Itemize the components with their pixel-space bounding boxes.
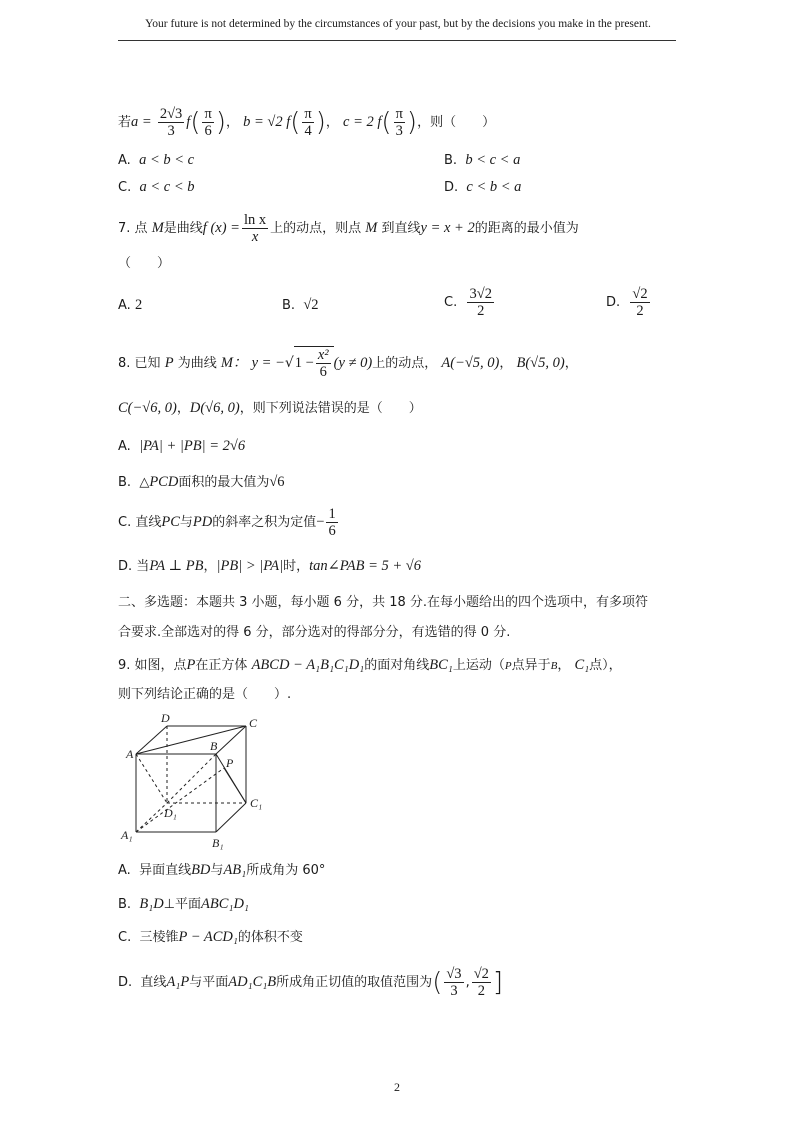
q7-option-b (282, 295, 319, 316)
q6-f1: f (186, 114, 191, 130)
label-D1: D₁ (164, 806, 177, 820)
q7-mid2: 上的动点，则点 (270, 221, 362, 236)
pi: π (204, 106, 212, 122)
option-label: D. (606, 295, 621, 310)
q6-a: a = (131, 114, 152, 130)
q7-suffix: 的距离的最小值为 (474, 221, 579, 236)
q7-den: x (251, 229, 259, 245)
q9-diag: BC₁ (429, 657, 453, 673)
q9-mid4: 点异于 (511, 658, 551, 673)
option-math-1: A₁P (166, 974, 190, 990)
option-math-2: AD₁C₁B (228, 974, 277, 990)
option-math-2: AB₁ (223, 862, 247, 878)
option-math-1: PA ⊥ PB (149, 558, 204, 574)
option-mid: 与平面 (189, 975, 229, 990)
q6-a-num: 2√3 (159, 106, 183, 122)
q6-option-d (444, 177, 521, 198)
q8-mid2: 上的动点， (372, 355, 438, 371)
option-math: PCD (149, 474, 179, 490)
option-label: A. (118, 298, 131, 313)
option-label: A. (118, 439, 131, 454)
option-text: 的斜率之积为定值 (212, 515, 317, 530)
option-text: 所成角正切值的取值范围为 (276, 975, 433, 990)
label-A1: A₁ (121, 828, 133, 842)
q9-statement: 9. 如图，点P在正方体 ABCD − A₁B₁C₁D₁的面对角线BC₁上运动（P点异于B， C₁点）， (118, 657, 622, 673)
option-mid: 与 (179, 515, 193, 530)
q6-pi4 (302, 106, 313, 139)
option-text: 的体积不变 (237, 930, 303, 945)
frac-num: 1 (328, 506, 336, 522)
option-text: √2 (303, 297, 319, 313)
q9-Bp: B (550, 660, 558, 672)
q9-option-b (118, 894, 249, 915)
q9-option-c (118, 927, 303, 948)
option-label: A. (118, 153, 131, 168)
q8-point-b: B(√5, 0) (516, 354, 565, 371)
option-text: 面积的最大值为 (178, 475, 270, 490)
q6-option-c (118, 177, 195, 198)
q6-pi6 (202, 106, 213, 139)
q7-option-c (444, 286, 496, 319)
q8-c-fraction (326, 506, 337, 539)
q7-statement (118, 212, 579, 245)
q9-option-d: D. 直线A₁P与平面AD₁C₁B所成角正切值的取值范围为( $\frac{√3}{3}$ , $\frac{√2}{2}$ ] (118, 966, 504, 999)
q8-option-b (118, 472, 285, 493)
option-math-1: PC (161, 514, 180, 530)
q8-radicand (294, 346, 334, 380)
q6-a-fraction (158, 106, 184, 139)
option-label: D. (118, 559, 133, 574)
label-A: A (126, 747, 134, 761)
q8-option-d (118, 556, 421, 577)
edge-B1C1 (216, 803, 246, 832)
option-text: 所成角为 60° (246, 863, 326, 878)
option-label: B. (282, 298, 296, 313)
option-pre: 当 (136, 559, 150, 574)
option-label: D. (118, 975, 133, 990)
q9-d-frac-2 (472, 966, 491, 999)
q8-statement: 8. 已知 P 为曲线 M： y = −√1 − $\frac{\text{x²}}{6}$ (y ≠ 0)上的动点， A(−√5, 0)， B(√5, 0)， (118, 347, 578, 380)
q8-P: P (164, 354, 174, 371)
option-math-2: PD (192, 514, 213, 530)
q6-option-a (118, 150, 194, 171)
frac-den: 6 (328, 523, 336, 539)
q8-mid1: 为曲线 (177, 355, 217, 371)
q9-mid3: 上运动（ (452, 658, 505, 673)
frac-den: 6 (319, 364, 327, 380)
option-label: C. (118, 515, 132, 530)
option-text: 2 (134, 297, 143, 313)
q6-b: b = √2 f (243, 114, 291, 130)
q7-fraction (242, 212, 268, 245)
q8-point-a: A(−√5, 0) (441, 354, 500, 371)
frac-den: 3 (450, 983, 458, 999)
option-text: c < b < a (466, 179, 522, 195)
option-text: a < c < b (139, 179, 195, 195)
option-label: A. (118, 863, 131, 878)
frac-den: 2 (477, 983, 485, 999)
q7-c-fraction (467, 286, 493, 319)
option-text: 时， (283, 559, 310, 574)
q8-prefix: 8. 已知 (118, 355, 161, 371)
option-pre: △ (139, 475, 150, 490)
q9-P2: P (504, 660, 512, 672)
hidden-A1D1 (136, 803, 167, 832)
section2-line1: 二、多选题：本题共 3 小题，每小题 6 分，共 18 分.在每小题给出的四个选项中，有多项符 (118, 595, 649, 610)
option-label: C. (118, 180, 132, 195)
option-text: |PA| + |PB| = 2√6 (139, 438, 246, 454)
q9-mid1: 在正方体 (195, 658, 248, 673)
q9-P: P (186, 657, 196, 673)
hidden-A1P (136, 768, 224, 832)
q8-point-d: D(√6, 0) (189, 400, 240, 416)
q8-option-c (118, 506, 340, 539)
label-C1: C₁ (250, 796, 263, 810)
hidden-D1B (167, 754, 216, 803)
segment-PC1 (224, 768, 246, 803)
q8-rad-a: 1 − (294, 354, 314, 371)
option-label: B. (444, 153, 458, 168)
option-label: C. (118, 930, 132, 945)
q6-c: c = 2 f (343, 114, 382, 130)
q6-a-den: 3 (167, 123, 175, 139)
option-math-1: BD (191, 862, 211, 878)
q7-num: ln x (243, 212, 267, 228)
q9-C1: C₁ (574, 657, 590, 673)
q9-cube: ABCD − A₁B₁C₁D₁ (251, 657, 365, 673)
frac-den: 2 (477, 303, 485, 319)
option-label: B. (118, 897, 132, 912)
q8-curve-lhs: y = − (251, 354, 285, 371)
frac-num: 3√2 (469, 286, 492, 302)
label-B1: B₁ (212, 836, 224, 850)
q8-point-c: C(−√6, 0) (118, 400, 177, 416)
option-label: C. (444, 295, 458, 310)
page-header: Your future is not determined by the circumstances of your past, but by the decisions you make in the present. (145, 18, 651, 30)
four: 4 (304, 123, 312, 139)
option-math-1: P − ACD₁ (178, 929, 238, 945)
q7-line: y = x + 2 (420, 220, 475, 236)
frac-num: √2 (473, 966, 489, 982)
q7-option-a (118, 295, 142, 316)
q9-mid2: 的面对角线 (364, 658, 430, 673)
q7-d-fraction (630, 286, 649, 319)
q8-option-a (118, 436, 245, 457)
label-P: P (226, 756, 234, 770)
q6-prefix: 若 (118, 115, 132, 130)
option-pre: 直线 (135, 515, 162, 530)
q7-fx: f (x) = (202, 220, 240, 236)
six: 6 (204, 123, 212, 139)
option-label: B. (118, 475, 132, 490)
option-math-3: tan∠PAB = 5 + √6 (309, 558, 421, 574)
option-text: b < c < a (465, 152, 521, 168)
q9-option-a (118, 860, 325, 881)
q8-curve-frac (316, 347, 331, 380)
frac-num: x² (317, 347, 329, 363)
q8-curve-cond: (y ≠ 0) (333, 354, 373, 371)
option-math-2: ABC₁D₁ (201, 896, 249, 912)
option-pre: 直线 (140, 975, 167, 990)
q6-option-b (444, 150, 520, 171)
pi: π (304, 106, 312, 122)
option-pre: 三棱锥 (139, 930, 179, 945)
option-text: a < b < c (139, 152, 195, 168)
q8-M: M： (220, 354, 248, 371)
q9-prefix: 9. 如图，点 (118, 658, 187, 673)
frac-den: 2 (636, 303, 644, 319)
section2-line2: 合要求.全部选对的得 6 分，部分选对的得部分分，有选错的得 0 分. (118, 625, 511, 640)
hidden-AD1 (136, 754, 167, 803)
q7-prefix: 7. 点 (118, 221, 148, 236)
cube-figure (118, 710, 278, 850)
page-number: 2 (394, 1080, 400, 1094)
label-B: B (210, 739, 218, 753)
option-val: √6 (269, 474, 285, 490)
diag-AC (136, 726, 246, 754)
three: 3 (395, 123, 403, 139)
q8-statement-2: C(−√6, 0)，D(√6, 0)，则下列说法错误的是（ ） (118, 400, 422, 416)
q7-mid3: 到直线 (381, 221, 421, 236)
q8-suffix: ，则下列说法错误的是（ ） (239, 401, 422, 416)
option-sep: ， (203, 559, 217, 574)
label-C: C (249, 716, 258, 730)
header-rule (118, 40, 676, 41)
option-sign: − (316, 514, 325, 530)
option-label: D. (444, 180, 459, 195)
q6-statement: 若a = $\frac{2√3}{3}$ f( $\frac{\pi}{6}$ )， b = √2 f( $\frac{\pi}{4}$ )， c = 2 f( $\frac{\pi}{3}$ )，则（ ） (118, 106, 496, 139)
option-mid: 与 (210, 863, 224, 878)
option-math-2: |PB| > |PA| (216, 558, 284, 574)
frac-num: √3 (446, 966, 462, 982)
q6-suffix: ，则（ ） (417, 115, 496, 130)
q6-pi3 (394, 106, 405, 139)
q9-d-frac-1 (444, 966, 463, 999)
option-text: ⊥平面 (163, 897, 202, 912)
q7-option-d (606, 286, 652, 319)
label-D: D (161, 711, 170, 725)
option-math-1: B₁D (139, 896, 164, 912)
frac-num: √2 (632, 286, 648, 302)
q7-M: M (151, 220, 164, 236)
q9-mid5: 点）， (589, 658, 622, 673)
q7-paren: （ ） (118, 256, 171, 271)
pi: π (395, 106, 403, 122)
q7-mid1: 是曲线 (163, 221, 203, 236)
option-pre: 异面直线 (139, 863, 192, 878)
q7-M2: M (365, 220, 378, 236)
q9-statement-2: 则下列结论正确的是（ ）. (118, 687, 292, 702)
